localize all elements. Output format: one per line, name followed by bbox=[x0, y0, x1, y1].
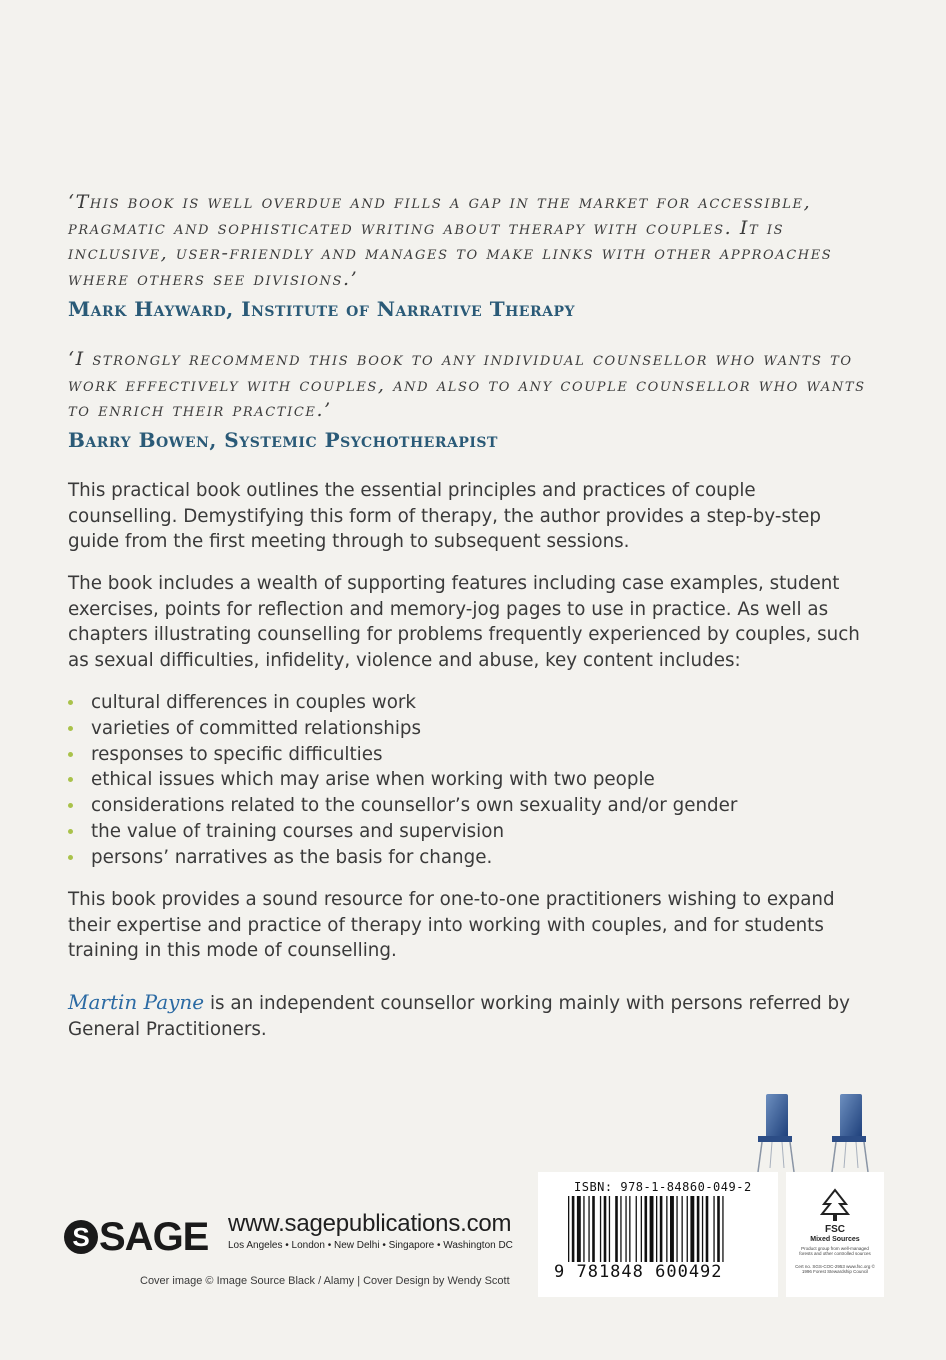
endorsement-quote-1: ‘This book is well overdue and fills a gap in the market for accessible, pragmatic and sophisticated writing about therapy with couples. It is inclusive, user-friendly and manages to make links with other approaches where others see divisions.’ bbox=[68, 191, 833, 290]
barcode-bar bbox=[609, 1196, 610, 1262]
isbn-barcode bbox=[538, 1172, 778, 1297]
bullet-dot-icon bbox=[68, 803, 73, 808]
barcode-bar bbox=[592, 1196, 595, 1262]
description-intro-text: This practical book outlines the essential principles and practices of couple counselling. Demystifying this form of therapy, the author provides a step-by-step guide from the first meeting through to subsequent sessions. bbox=[68, 480, 822, 553]
barcode-bar bbox=[702, 1196, 703, 1262]
fsc-description: Product group from well-managed forests and other controlled sources bbox=[799, 1246, 871, 1256]
fsc-mixed-sources: Mixed Sources bbox=[810, 1236, 860, 1243]
endorsement-quote-2: ‘I strongly recommend this book to any individual counsellor who wants to work effectively with couples, and also to any couple counsellor who wants to enrich their practice.’ bbox=[68, 348, 866, 421]
endorsement-attribution-2: Barry Bowen, Systemic Psychotherapist bbox=[68, 428, 498, 452]
chair-left bbox=[758, 1094, 794, 1172]
barcode-bar bbox=[629, 1196, 630, 1262]
barcode-bar bbox=[645, 1196, 648, 1262]
barcode-bar bbox=[697, 1196, 700, 1262]
barcode-bar bbox=[690, 1196, 694, 1262]
description-features bbox=[68, 571, 868, 674]
list-item-text: considerations related to the counsellor’s own sexuality and/or gender bbox=[91, 795, 738, 817]
barcode-bar bbox=[588, 1196, 589, 1262]
barcode-bar bbox=[572, 1196, 575, 1262]
author-name: Martin Payne bbox=[68, 990, 205, 1014]
barcode-bar bbox=[625, 1196, 626, 1262]
bullet-dot-icon bbox=[68, 726, 73, 731]
barcode-bar bbox=[636, 1196, 637, 1262]
barcode-bar bbox=[687, 1196, 688, 1262]
barcode-bars bbox=[568, 1196, 758, 1262]
sage-mark-icon: S bbox=[64, 1220, 98, 1254]
description-closing bbox=[68, 887, 868, 964]
barcode-bar bbox=[713, 1196, 714, 1262]
list-item bbox=[68, 690, 868, 716]
chair-right bbox=[832, 1094, 868, 1172]
fsc-certification bbox=[786, 1172, 884, 1297]
list-item bbox=[68, 742, 868, 768]
bullet-dot-icon bbox=[68, 829, 73, 834]
key-content-list bbox=[68, 690, 868, 871]
endorsement-attribution-1: Mark Hayward, Institute of Narrative Therapy bbox=[68, 297, 575, 321]
barcode-bar bbox=[706, 1196, 709, 1262]
list-item bbox=[68, 767, 868, 793]
barcode-bar bbox=[615, 1196, 618, 1262]
barcode-bar bbox=[660, 1196, 663, 1262]
description-features-text: The book includes a wealth of supporting features including case examples, student exercises, points for reflection and memory-jog pages to use in practice. As well as chapters illustrating counselling for problems frequently experienced by couples, such as sexual difficulties, infidelity, violence and abuse, key content includes: bbox=[68, 573, 860, 672]
list-item bbox=[68, 716, 868, 742]
cover-credit: Cover image © Image Source Black / Alamy | Cover Design by Wendy Scott bbox=[140, 1275, 510, 1287]
bullet-dot-icon bbox=[68, 700, 73, 705]
isbn-label: ISBN: 978-1-84860-049-2 bbox=[574, 1180, 752, 1194]
description-intro bbox=[68, 478, 868, 555]
barcode-bar bbox=[717, 1196, 720, 1262]
sage-logo bbox=[64, 1212, 214, 1262]
barcode-bar bbox=[583, 1196, 584, 1262]
list-item bbox=[68, 845, 868, 871]
sage-wordmark: SAGE bbox=[99, 1214, 209, 1259]
bullet-dot-icon bbox=[68, 855, 73, 860]
barcode-bar bbox=[656, 1196, 657, 1262]
author-bio-paragraph bbox=[68, 990, 868, 1042]
list-item-text: cultural differences in couples work bbox=[91, 692, 416, 713]
list-item-text: persons’ narratives as the basis for change. bbox=[91, 846, 493, 868]
barcode-bar bbox=[676, 1196, 677, 1262]
publisher-cities: Los Angeles • London • New Delhi • Singapore • Washington DC bbox=[228, 1240, 513, 1251]
list-item-text: the value of training courses and supervision bbox=[91, 820, 505, 842]
list-item bbox=[68, 819, 868, 845]
cover-image-chairs bbox=[754, 1088, 884, 1172]
barcode-number: 9 781848 600492 bbox=[554, 1262, 723, 1282]
author-bio bbox=[68, 990, 868, 1042]
description-closing-text: This book provides a sound resource for one-to-one practitioners wishing to expand their expertise and practice of therapy into working with couples, and for students training in this mode of counselling. bbox=[68, 889, 835, 962]
publisher-url[interactable]: www.sagepublications.com bbox=[228, 1210, 512, 1237]
barcode-bar bbox=[620, 1196, 621, 1262]
barcode-bar bbox=[604, 1196, 607, 1262]
barcode-bar bbox=[670, 1196, 674, 1262]
barcode-bar bbox=[650, 1196, 654, 1262]
fsc-label: FSC bbox=[825, 1224, 845, 1235]
bullet-dot-icon bbox=[68, 752, 73, 757]
author-bio-text: is an independent counsellor working mainly with persons referred by General Practitioners. bbox=[68, 993, 850, 1040]
barcode-bar bbox=[641, 1196, 642, 1262]
bullet-dot-icon bbox=[68, 777, 73, 782]
barcode-bar bbox=[682, 1196, 683, 1262]
barcode-bar bbox=[600, 1196, 601, 1262]
fsc-tree-icon bbox=[816, 1186, 854, 1224]
barcode-bar bbox=[577, 1196, 581, 1262]
barcode-bar bbox=[568, 1196, 569, 1262]
list-item bbox=[68, 793, 868, 819]
list-item-text: varieties of committed relationships bbox=[91, 717, 422, 739]
list-item-text: responses to specific difficulties bbox=[91, 743, 383, 765]
list-item-text: ethical issues which may arise when working with two people bbox=[91, 769, 655, 791]
fsc-cert: Cert no. SGS-COC-2953 www.fsc.org © 1996 Forest Stewardship Council bbox=[795, 1264, 875, 1274]
barcode-bar bbox=[666, 1196, 667, 1262]
barcode-bar bbox=[722, 1196, 723, 1262]
